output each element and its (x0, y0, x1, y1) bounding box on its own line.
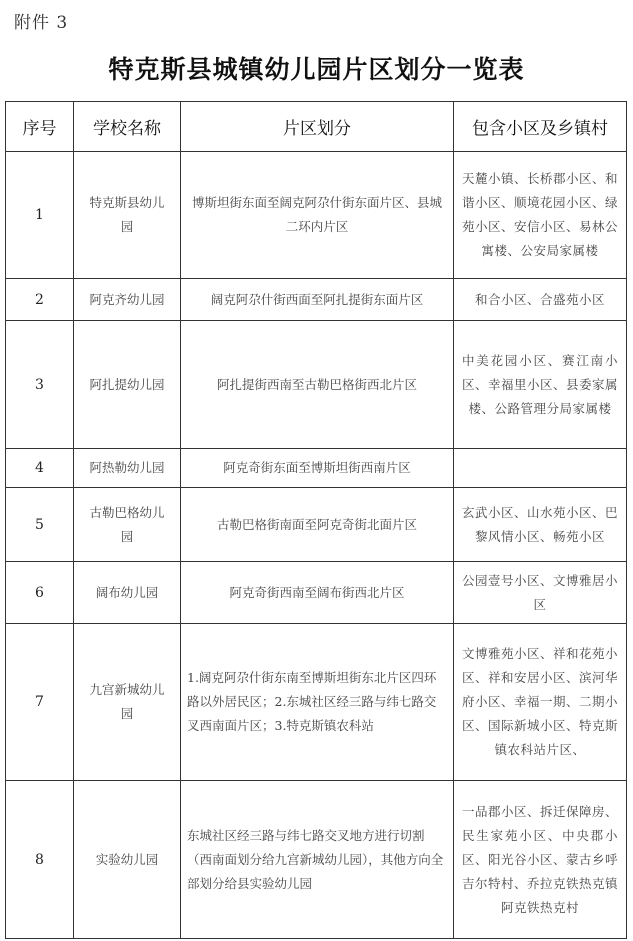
row-number: 3 (6, 321, 74, 449)
attachment-label: 附件 3 (14, 13, 69, 33)
row-number: 5 (6, 488, 74, 562)
table-row (6, 781, 627, 939)
row-number: 6 (6, 562, 74, 624)
included-villages (454, 449, 627, 488)
table-header-row (6, 102, 627, 152)
table-row (6, 624, 627, 781)
header-villages: 包含小区及乡镇村 (454, 102, 627, 152)
kindergarten-district-table (5, 101, 627, 939)
table-row (6, 279, 627, 321)
header-school-name: 学校名称 (74, 102, 181, 152)
included-villages: 公园壹号小区、文博雅居小区 (454, 562, 627, 624)
row-number: 1 (6, 152, 74, 279)
included-villages: 中美花园小区、赛江南小区、幸福里小区、县委家属楼、公路管理分局家属楼 (454, 321, 627, 449)
page-title: 特克斯县城镇幼儿园片区划分一览表 (108, 55, 525, 84)
table-row (6, 449, 627, 488)
district-description: 阿克奇街西南至阔布街西北片区 (181, 562, 454, 624)
school-name: 特克斯县幼儿园 (74, 152, 181, 279)
included-villages: 一品郡小区、拆迁保障房、民生家苑小区、中央郡小区、阳光谷小区、蒙古乡呼吉尔特村、乔拉克铁热克镇阿克铁热克村 (454, 781, 627, 939)
table-row (6, 562, 627, 624)
school-name: 阿热勒幼儿园 (74, 449, 181, 488)
school-name: 古勒巴格幼儿园 (74, 488, 181, 562)
district-description: 阿扎提街西南至古勒巴格街西北片区 (181, 321, 454, 449)
row-number: 7 (6, 624, 74, 781)
district-description: 东城社区经三路与纬七路交叉地方进行切割（西南面划分给九宫新城幼儿园），其他方向全部划分给县实验幼儿园 (181, 781, 454, 939)
row-number: 2 (6, 279, 74, 321)
row-number: 4 (6, 449, 74, 488)
district-description: 古勒巴格街南面至阿克奇街北面片区 (181, 488, 454, 562)
school-name: 九宫新城幼儿园 (74, 624, 181, 781)
school-name: 阔布幼儿园 (74, 562, 181, 624)
included-villages: 天麓小镇、长桥郡小区、和谐小区、顺境花园小区、绿苑小区、安信小区、易林公寓楼、公安局家属楼 (454, 152, 627, 279)
included-villages: 玄武小区、山水苑小区、巴黎风情小区、畅苑小区 (454, 488, 627, 562)
included-villages: 和合小区、合盛苑小区 (454, 279, 627, 321)
school-name: 阿克齐幼儿园 (74, 279, 181, 321)
table-row (6, 321, 627, 449)
header-number: 序号 (6, 102, 74, 152)
district-description: 阔克阿尕什街西面至阿扎提街东面片区 (181, 279, 454, 321)
table-row (6, 152, 627, 279)
table-row (6, 488, 627, 562)
district-description: 1.阔克阿尕什街东南至博斯坦街东北片区四环路以外居民区；2.东城社区经三路与纬七路交叉西南面片区；3.特克斯镇农科站 (181, 624, 454, 781)
header-district: 片区划分 (181, 102, 454, 152)
school-name: 实验幼儿园 (74, 781, 181, 939)
school-name: 阿扎提幼儿园 (74, 321, 181, 449)
included-villages: 文博雅苑小区、祥和花苑小区、祥和安居小区、滨河华府小区、幸福一期、二期小区、国际新城小区、特克斯镇农科站片区、 (454, 624, 627, 781)
district-description: 阿克奇街东面至博斯坦街西南片区 (181, 449, 454, 488)
row-number: 8 (6, 781, 74, 939)
district-description: 博斯坦街东面至阔克阿尕什街东面片区、县城二环内片区 (181, 152, 454, 279)
